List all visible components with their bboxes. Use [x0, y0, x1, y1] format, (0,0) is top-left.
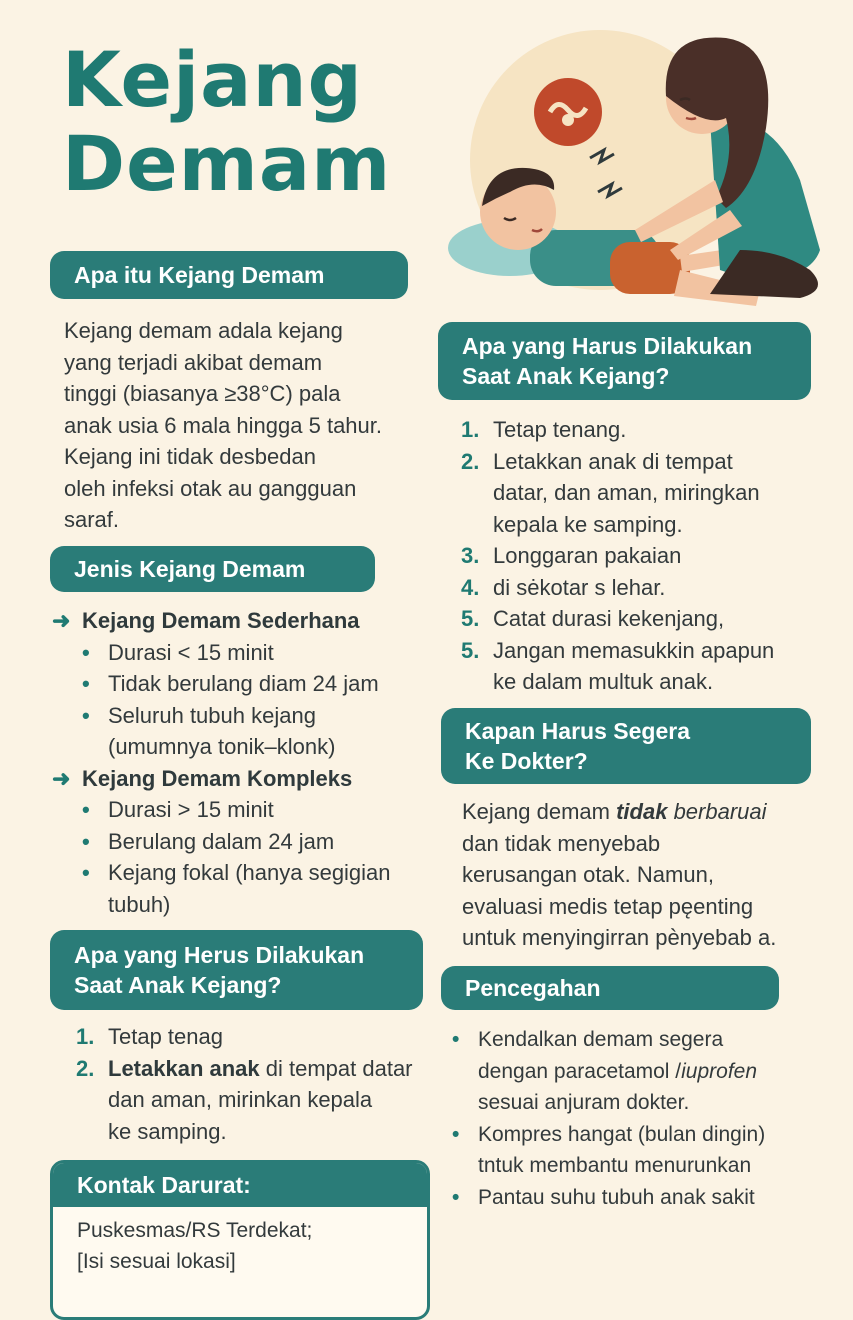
- bullet-icon: •: [82, 639, 90, 665]
- section-heading-types: Jenis Kejang Demam: [50, 546, 375, 592]
- list-item: • Kompres hangat (bulan dingin) tntuk membantu menurunkan: [452, 1119, 842, 1182]
- list-item: 1. Tetap tenag: [76, 1024, 223, 1049]
- arrow-right-icon: ➜: [52, 608, 71, 633]
- see-doctor-description: Kejang demam tidak berbaruai dan tidak menyebab kerusangan otak. Namun, evaluasi medis tetap pęenting untuk menyingirran pènyebab a.: [462, 799, 777, 950]
- bullet-icon: •: [82, 828, 90, 854]
- section-heading-prevention: Pencegahan: [441, 966, 779, 1010]
- emergency-contact-box: [50, 1160, 430, 1320]
- section-heading-todo-right: Apa yang Harus Dilakukan Saat Anak Kejang?: [438, 322, 811, 400]
- list-item: 4. di sėkotar s lehar.: [461, 574, 666, 600]
- list-item: 2. Letakkan anak di tempat datar dan aman, mirinkan kepala ke samping.: [76, 1055, 413, 1144]
- emergency-contact-heading: Kontak Darurat:: [53, 1163, 427, 1207]
- types-list: [52, 605, 442, 920]
- bullet-icon: •: [82, 860, 90, 885]
- list-item: • Durasi > 15 minit: [52, 794, 442, 826]
- emergency-contact-body: Puskesmas/RS Terdekat; [Isi sesuai lokasi]: [77, 1219, 313, 1273]
- list-item: ➜ Kejang Demam Kompleks: [52, 763, 442, 795]
- bullet-icon: •: [452, 1185, 460, 1209]
- mother-child-seizure-illustration: [440, 20, 840, 320]
- list-item: ➜ Kejang Demam Sederhana: [52, 605, 442, 637]
- list-item: • Kejang fokal (hanya segigian tubuh): [52, 857, 442, 920]
- list-item: 3. Longgaran pakaian: [461, 543, 682, 568]
- list-item: • Berulang dalam 24 jam: [52, 826, 442, 858]
- what-is-description: Kejang demam adala kejang yang terjadi akibat demam tinggi (biasanya ≥38°C) pala anak usia 6 mala hingga 5 tahur. Kejang ini tidak desbedan oleh infeksi otak au gangguan saraf.: [64, 318, 383, 532]
- list-item: • Tidak berulang diam 24 jam: [52, 668, 442, 700]
- bullet-icon: •: [452, 1122, 460, 1146]
- list-item: • Seluruh tubuh kejang (umumnya tonik–klonk): [52, 700, 442, 763]
- title-line-2: Demam: [62, 119, 392, 208]
- page-title: [62, 35, 392, 208]
- bullet-icon: •: [82, 671, 90, 696]
- list-item: • Pantau suhu tubuh anak sakit: [452, 1182, 842, 1214]
- arrow-right-icon: ➜: [52, 765, 71, 791]
- list-item: 5. Jangan memasukkin apapun ke dalam multuk anak.: [461, 637, 775, 694]
- bullet-icon: •: [452, 1028, 460, 1051]
- bullet-icon: •: [82, 702, 90, 728]
- list-item: • Durasi < 15 minit: [52, 637, 442, 669]
- section-heading-what-is: Apa itu Kejang Demam: [50, 251, 408, 299]
- section-heading-todo-left: Apa yang Herus Dilakukan Saat Anak Kejang?: [50, 930, 423, 1010]
- list-item: • Kendalkan demam segera dengan paracetamol /iuprofen sesuai anjuram dokter.: [452, 1024, 842, 1119]
- todo-right-list: [461, 414, 841, 698]
- section-heading-see-doctor: Kapan Harus Segera Ke Dokter?: [441, 708, 811, 784]
- bullet-icon: •: [82, 797, 90, 822]
- list-item: 5. Catat durasi kekenjang,: [461, 606, 725, 631]
- list-item: 2. Letakkan anak di tempat datar, dan aman, miringkan kepala ke samping.: [461, 448, 760, 537]
- list-item: 1. Tetap tenang.: [461, 417, 627, 442]
- todo-left-list: [76, 1021, 456, 1147]
- prevention-list: [452, 1024, 842, 1213]
- title-line-1: Kejang: [62, 35, 363, 124]
